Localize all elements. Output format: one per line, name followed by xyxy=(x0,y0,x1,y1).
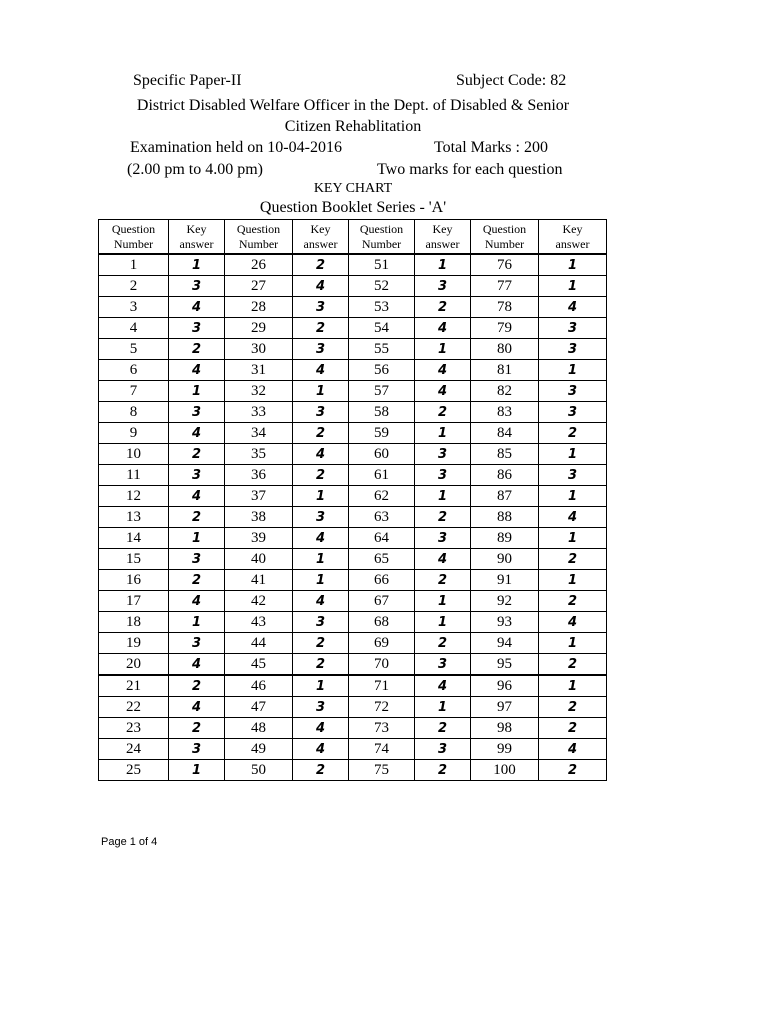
question-number-cell: 46 xyxy=(225,675,293,697)
question-number-cell: 25 xyxy=(99,760,169,781)
paper-title: Specific Paper-II xyxy=(133,72,242,89)
question-number-cell: 74 xyxy=(349,739,415,760)
key-chart-table xyxy=(98,219,607,781)
key-answer-cell: 3 xyxy=(415,465,471,486)
key-answer-cell: 1 xyxy=(293,381,349,402)
question-number-cell: 11 xyxy=(99,465,169,486)
question-number-cell: 16 xyxy=(99,570,169,591)
question-number-cell: 86 xyxy=(471,465,539,486)
question-number-cell: 35 xyxy=(225,444,293,465)
question-number-cell: 49 xyxy=(225,739,293,760)
key-answer-cell: 2 xyxy=(169,570,225,591)
key-answer-cell: 2 xyxy=(539,697,607,718)
key-answer-cell: 3 xyxy=(415,654,471,676)
question-number-cell: 60 xyxy=(349,444,415,465)
key-answer-cell: 1 xyxy=(293,675,349,697)
table-row xyxy=(99,402,607,423)
question-number-cell: 59 xyxy=(349,423,415,444)
question-number-cell: 36 xyxy=(225,465,293,486)
key-answer-cell: 3 xyxy=(293,697,349,718)
header-question-number: Question Number xyxy=(225,220,293,255)
key-answer-cell: 3 xyxy=(293,612,349,633)
question-number-cell: 6 xyxy=(99,360,169,381)
header-key-answer: Key answer xyxy=(293,220,349,255)
table-row xyxy=(99,760,607,781)
question-number-cell: 76 xyxy=(471,254,539,276)
question-number-cell: 99 xyxy=(471,739,539,760)
question-number-cell: 56 xyxy=(349,360,415,381)
question-number-cell: 8 xyxy=(99,402,169,423)
question-number-cell: 23 xyxy=(99,718,169,739)
table-row xyxy=(99,254,607,276)
question-number-cell: 29 xyxy=(225,318,293,339)
key-answer-cell: 2 xyxy=(539,423,607,444)
question-number-cell: 94 xyxy=(471,633,539,654)
key-answer-cell: 1 xyxy=(415,423,471,444)
key-answer-cell: 3 xyxy=(415,739,471,760)
question-number-cell: 70 xyxy=(349,654,415,676)
key-answer-cell: 2 xyxy=(169,507,225,528)
question-number-cell: 39 xyxy=(225,528,293,549)
table-row xyxy=(99,297,607,318)
key-answer-cell: 1 xyxy=(539,570,607,591)
key-answer-cell: 4 xyxy=(169,697,225,718)
question-number-cell: 28 xyxy=(225,297,293,318)
key-answer-cell: 2 xyxy=(539,654,607,676)
key-answer-cell: 3 xyxy=(539,402,607,423)
question-number-cell: 5 xyxy=(99,339,169,360)
table-header-row xyxy=(99,220,607,255)
key-answer-cell: 2 xyxy=(415,402,471,423)
key-answer-cell: 3 xyxy=(415,276,471,297)
table-row xyxy=(99,718,607,739)
key-answer-cell: 1 xyxy=(293,549,349,570)
question-number-cell: 64 xyxy=(349,528,415,549)
key-answer-cell: 3 xyxy=(169,402,225,423)
question-number-cell: 57 xyxy=(349,381,415,402)
question-number-cell: 1 xyxy=(99,254,169,276)
key-answer-cell: 2 xyxy=(415,760,471,781)
question-number-cell: 61 xyxy=(349,465,415,486)
question-number-cell: 91 xyxy=(471,570,539,591)
key-answer-cell: 3 xyxy=(169,318,225,339)
question-number-cell: 100 xyxy=(471,760,539,781)
key-answer-cell: 2 xyxy=(293,465,349,486)
question-number-cell: 85 xyxy=(471,444,539,465)
key-answer-cell: 3 xyxy=(293,402,349,423)
key-answer-cell: 2 xyxy=(415,718,471,739)
key-answer-cell: 2 xyxy=(169,339,225,360)
question-number-cell: 18 xyxy=(99,612,169,633)
table-row xyxy=(99,507,607,528)
question-number-cell: 17 xyxy=(99,591,169,612)
key-answer-cell: 3 xyxy=(539,381,607,402)
key-answer-cell: 2 xyxy=(539,549,607,570)
table-row xyxy=(99,549,607,570)
key-answer-cell: 4 xyxy=(169,486,225,507)
question-number-cell: 75 xyxy=(349,760,415,781)
key-answer-cell: 1 xyxy=(415,591,471,612)
key-answer-cell: 1 xyxy=(539,528,607,549)
header-key-answer: Key answer xyxy=(415,220,471,255)
question-number-cell: 63 xyxy=(349,507,415,528)
question-number-cell: 14 xyxy=(99,528,169,549)
table-row xyxy=(99,381,607,402)
table-row xyxy=(99,654,607,676)
key-answer-cell: 3 xyxy=(169,739,225,760)
key-answer-cell: 2 xyxy=(293,760,349,781)
header-key-answer: Key answer xyxy=(539,220,607,255)
question-number-cell: 84 xyxy=(471,423,539,444)
question-number-cell: 44 xyxy=(225,633,293,654)
key-answer-cell: 4 xyxy=(293,718,349,739)
question-number-cell: 54 xyxy=(349,318,415,339)
question-number-cell: 32 xyxy=(225,381,293,402)
table-row xyxy=(99,675,607,697)
question-number-cell: 73 xyxy=(349,718,415,739)
post-title-line2: Citizen Rehablitation xyxy=(284,118,422,135)
question-number-cell: 62 xyxy=(349,486,415,507)
key-answer-cell: 2 xyxy=(539,760,607,781)
key-answer-cell: 2 xyxy=(169,675,225,697)
key-answer-cell: 4 xyxy=(169,360,225,381)
question-number-cell: 69 xyxy=(349,633,415,654)
key-answer-cell: 4 xyxy=(169,591,225,612)
question-number-cell: 3 xyxy=(99,297,169,318)
question-number-cell: 78 xyxy=(471,297,539,318)
question-number-cell: 92 xyxy=(471,591,539,612)
question-number-cell: 53 xyxy=(349,297,415,318)
key-answer-cell: 2 xyxy=(293,633,349,654)
question-number-cell: 7 xyxy=(99,381,169,402)
question-number-cell: 19 xyxy=(99,633,169,654)
question-number-cell: 41 xyxy=(225,570,293,591)
key-answer-cell: 2 xyxy=(293,254,349,276)
key-answer-cell: 1 xyxy=(539,675,607,697)
key-answer-cell: 4 xyxy=(539,297,607,318)
key-answer-cell: 1 xyxy=(539,444,607,465)
key-answer-cell: 3 xyxy=(293,297,349,318)
question-number-cell: 88 xyxy=(471,507,539,528)
question-number-cell: 10 xyxy=(99,444,169,465)
header-question-number: Question Number xyxy=(99,220,169,255)
table-row xyxy=(99,423,607,444)
key-answer-cell: 1 xyxy=(415,339,471,360)
key-answer-cell: 4 xyxy=(293,276,349,297)
key-answer-cell: 4 xyxy=(539,739,607,760)
key-answer-cell: 4 xyxy=(293,591,349,612)
question-number-cell: 80 xyxy=(471,339,539,360)
table-row xyxy=(99,276,607,297)
key-answer-cell: 3 xyxy=(539,465,607,486)
exam-time: (2.00 pm to 4.00 pm) xyxy=(127,161,263,178)
question-number-cell: 34 xyxy=(225,423,293,444)
key-answer-cell: 4 xyxy=(293,739,349,760)
key-answer-cell: 1 xyxy=(169,254,225,276)
question-number-cell: 47 xyxy=(225,697,293,718)
page-number: Page 1 of 4 xyxy=(101,836,158,848)
question-number-cell: 83 xyxy=(471,402,539,423)
key-answer-cell: 2 xyxy=(415,507,471,528)
question-number-cell: 82 xyxy=(471,381,539,402)
question-number-cell: 26 xyxy=(225,254,293,276)
key-answer-cell: 4 xyxy=(293,360,349,381)
key-answer-cell: 3 xyxy=(293,339,349,360)
key-answer-cell: 1 xyxy=(539,254,607,276)
table-row xyxy=(99,318,607,339)
key-answer-cell: 3 xyxy=(169,549,225,570)
header-key-answer: Key answer xyxy=(169,220,225,255)
key-answer-cell: 4 xyxy=(293,444,349,465)
table-row xyxy=(99,444,607,465)
question-number-cell: 50 xyxy=(225,760,293,781)
key-answer-cell: 2 xyxy=(293,318,349,339)
key-answer-cell: 1 xyxy=(539,486,607,507)
question-number-cell: 71 xyxy=(349,675,415,697)
key-answer-cell: 3 xyxy=(293,507,349,528)
question-number-cell: 20 xyxy=(99,654,169,676)
key-answer-cell: 4 xyxy=(415,318,471,339)
key-answer-cell: 2 xyxy=(415,297,471,318)
question-number-cell: 22 xyxy=(99,697,169,718)
key-answer-cell: 3 xyxy=(169,465,225,486)
chart-title: KEY CHART xyxy=(313,181,393,196)
question-number-cell: 30 xyxy=(225,339,293,360)
key-answer-cell: 2 xyxy=(415,570,471,591)
question-number-cell: 77 xyxy=(471,276,539,297)
key-answer-cell: 1 xyxy=(293,570,349,591)
question-number-cell: 15 xyxy=(99,549,169,570)
question-number-cell: 72 xyxy=(349,697,415,718)
key-answer-cell: 1 xyxy=(539,276,607,297)
question-number-cell: 95 xyxy=(471,654,539,676)
key-answer-cell: 2 xyxy=(293,654,349,676)
question-number-cell: 33 xyxy=(225,402,293,423)
key-answer-cell: 1 xyxy=(539,360,607,381)
table-row xyxy=(99,591,607,612)
question-number-cell: 21 xyxy=(99,675,169,697)
table-row xyxy=(99,360,607,381)
question-number-cell: 40 xyxy=(225,549,293,570)
question-number-cell: 52 xyxy=(349,276,415,297)
question-number-cell: 97 xyxy=(471,697,539,718)
question-number-cell: 24 xyxy=(99,739,169,760)
question-number-cell: 45 xyxy=(225,654,293,676)
header-question-number: Question Number xyxy=(349,220,415,255)
key-answer-cell: 4 xyxy=(415,381,471,402)
key-answer-cell: 4 xyxy=(415,549,471,570)
table-row xyxy=(99,739,607,760)
key-answer-cell: 1 xyxy=(169,528,225,549)
key-answer-cell: 4 xyxy=(539,507,607,528)
key-answer-cell: 3 xyxy=(539,339,607,360)
key-answer-cell: 1 xyxy=(539,633,607,654)
question-number-cell: 96 xyxy=(471,675,539,697)
key-answer-cell: 2 xyxy=(169,444,225,465)
key-answer-cell: 4 xyxy=(169,654,225,676)
key-answer-cell: 3 xyxy=(415,444,471,465)
question-number-cell: 42 xyxy=(225,591,293,612)
key-answer-cell: 1 xyxy=(169,760,225,781)
key-answer-cell: 1 xyxy=(415,486,471,507)
table-row xyxy=(99,528,607,549)
question-number-cell: 58 xyxy=(349,402,415,423)
key-answer-cell: 3 xyxy=(415,528,471,549)
key-answer-cell: 4 xyxy=(169,423,225,444)
post-title-line1: District Disabled Welfare Officer in the Dept. of Disabled & Senior xyxy=(136,97,570,114)
marks-note: Two marks for each question xyxy=(377,161,563,178)
question-number-cell: 9 xyxy=(99,423,169,444)
table-row xyxy=(99,697,607,718)
question-number-cell: 87 xyxy=(471,486,539,507)
key-answer-cell: 3 xyxy=(169,276,225,297)
key-answer-cell: 4 xyxy=(415,675,471,697)
question-number-cell: 37 xyxy=(225,486,293,507)
booklet-series: Question Booklet Series - 'A' xyxy=(259,199,447,216)
question-number-cell: 89 xyxy=(471,528,539,549)
table-row xyxy=(99,339,607,360)
question-number-cell: 43 xyxy=(225,612,293,633)
table-row xyxy=(99,486,607,507)
table-row xyxy=(99,465,607,486)
key-answer-cell: 2 xyxy=(169,718,225,739)
key-answer-cell: 1 xyxy=(293,486,349,507)
key-answer-cell: 1 xyxy=(169,612,225,633)
key-answer-cell: 2 xyxy=(415,633,471,654)
key-answer-cell: 4 xyxy=(169,297,225,318)
key-answer-cell: 4 xyxy=(539,612,607,633)
question-number-cell: 4 xyxy=(99,318,169,339)
question-number-cell: 79 xyxy=(471,318,539,339)
question-number-cell: 38 xyxy=(225,507,293,528)
question-number-cell: 12 xyxy=(99,486,169,507)
question-number-cell: 98 xyxy=(471,718,539,739)
question-number-cell: 48 xyxy=(225,718,293,739)
key-answer-cell: 3 xyxy=(539,318,607,339)
question-number-cell: 93 xyxy=(471,612,539,633)
table-body xyxy=(99,254,607,781)
exam-date: Examination held on 10-04-2016 xyxy=(130,139,342,156)
table-row xyxy=(99,570,607,591)
question-number-cell: 13 xyxy=(99,507,169,528)
key-answer-cell: 4 xyxy=(293,528,349,549)
question-number-cell: 90 xyxy=(471,549,539,570)
key-answer-cell: 1 xyxy=(415,612,471,633)
question-number-cell: 67 xyxy=(349,591,415,612)
key-answer-cell: 4 xyxy=(415,360,471,381)
subject-code: Subject Code: 82 xyxy=(456,72,567,89)
question-number-cell: 68 xyxy=(349,612,415,633)
key-answer-cell: 2 xyxy=(293,423,349,444)
question-number-cell: 31 xyxy=(225,360,293,381)
question-number-cell: 27 xyxy=(225,276,293,297)
question-number-cell: 55 xyxy=(349,339,415,360)
key-answer-cell: 1 xyxy=(415,697,471,718)
question-number-cell: 65 xyxy=(349,549,415,570)
header-question-number: Question Number xyxy=(471,220,539,255)
table-row xyxy=(99,633,607,654)
table-row xyxy=(99,612,607,633)
question-number-cell: 2 xyxy=(99,276,169,297)
key-answer-cell: 2 xyxy=(539,591,607,612)
key-answer-cell: 2 xyxy=(539,718,607,739)
question-number-cell: 51 xyxy=(349,254,415,276)
key-answer-cell: 3 xyxy=(169,633,225,654)
question-number-cell: 81 xyxy=(471,360,539,381)
total-marks: Total Marks : 200 xyxy=(434,139,548,156)
question-number-cell: 66 xyxy=(349,570,415,591)
key-answer-cell: 1 xyxy=(415,254,471,276)
key-answer-cell: 1 xyxy=(169,381,225,402)
